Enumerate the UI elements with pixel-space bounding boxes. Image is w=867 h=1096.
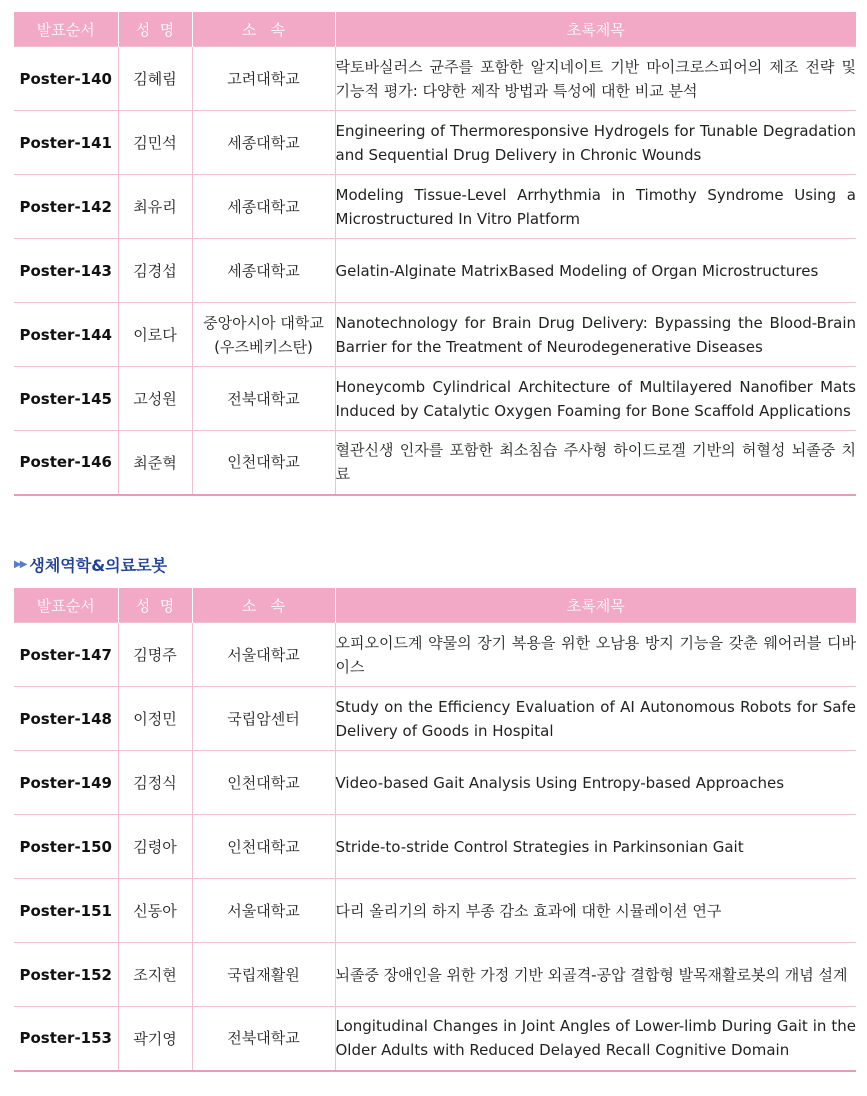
poster-number: Poster-150 (14, 815, 118, 879)
abstract-title: Video-based Gait Analysis Using Entropy-based Approaches (335, 751, 856, 815)
poster-number: Poster-149 (14, 751, 118, 815)
abstract-title: Stride-to-stride Control Strategies in Parkinsonian Gait (335, 815, 856, 879)
poster-number: Poster-142 (14, 175, 118, 239)
table-row (14, 1007, 856, 1071)
abstract-title: Gelatin-Alginate MatrixBased Modeling of Organ Microstructures (335, 239, 856, 303)
presenter-name: 곽기영 (118, 1007, 192, 1071)
header-name: 성 명 (118, 12, 192, 47)
affiliation: 중앙아시아 대학교 (우즈베키스탄) (192, 303, 335, 367)
poster-number: Poster-145 (14, 367, 118, 431)
abstract-title: Honeycomb Cylindrical Architecture of Multilayered Nanofiber Mats Induced by Catalytic Oxygen Foaming for Bone Scaffold Applications (335, 367, 856, 431)
table-row (14, 687, 856, 751)
abstract-title: 다리 올리기의 하지 부종 감소 효과에 대한 시뮬레이션 연구 (335, 879, 856, 943)
table-row (14, 815, 856, 879)
affiliation: 인천대학교 (192, 815, 335, 879)
table-row (14, 303, 856, 367)
header-affiliation: 소 속 (192, 12, 335, 47)
presenter-name: 김령아 (118, 815, 192, 879)
abstract-title: Study on the Efficiency Evaluation of AI Autonomous Robots for Safe Delivery of Goods in Hospital (335, 687, 856, 751)
poster-number: Poster-148 (14, 687, 118, 751)
affiliation: 인천대학교 (192, 751, 335, 815)
presenter-name: 김혜림 (118, 47, 192, 111)
abstract-title: 락토바실러스 균주를 포함한 알지네이트 기반 마이크로스피어의 제조 전략 및 기능적 평가: 다양한 제작 방법과 특성에 대한 비교 분석 (335, 47, 856, 111)
poster-number: Poster-141 (14, 111, 118, 175)
table-row (14, 175, 856, 239)
presenter-name: 이정민 (118, 687, 192, 751)
section-title: 생체역학&의료로봇 (29, 555, 167, 575)
header-order: 발표순서 (14, 588, 118, 623)
abstract-title: 오피오이드계 약물의 장기 복용을 위한 오남용 방지 기능을 갖춘 웨어러블 디바이스 (335, 623, 856, 687)
affiliation: 국립암센터 (192, 687, 335, 751)
abstract-title: Longitudinal Changes in Joint Angles of Lower-limb During Gait in the Older Adults with Reduced Delayed Recall Cognitive Domain (335, 1007, 856, 1071)
poster-number: Poster-153 (14, 1007, 118, 1071)
poster-number: Poster-147 (14, 623, 118, 687)
header-affiliation: 소 속 (192, 588, 335, 623)
affiliation: 전북대학교 (192, 1007, 335, 1071)
header-name: 성 명 (118, 588, 192, 623)
table-row (14, 367, 856, 431)
table-row (14, 879, 856, 943)
poster-number: Poster-151 (14, 879, 118, 943)
table-row (14, 239, 856, 303)
presenter-name: 최유리 (118, 175, 192, 239)
affiliation: 세종대학교 (192, 111, 335, 175)
header-abstract-title: 초록제목 (335, 12, 856, 47)
affiliation: 국립재활원 (192, 943, 335, 1007)
presenter-name: 김민석 (118, 111, 192, 175)
abstract-title: 뇌졸중 장애인을 위한 가정 기반 외골격-공압 결합형 발목재활로봇의 개념 설계 (335, 943, 856, 1007)
double-arrow-icon: ▶▶ (14, 558, 26, 570)
table-header-row (14, 588, 856, 623)
affiliation: 서울대학교 (192, 623, 335, 687)
poster-number: Poster-146 (14, 431, 118, 495)
presenter-name: 고성원 (118, 367, 192, 431)
table-row (14, 943, 856, 1007)
poster-table-1 (14, 12, 856, 496)
presenter-name: 김정식 (118, 751, 192, 815)
presenter-name: 최준혁 (118, 431, 192, 495)
abstract-title: Modeling Tissue-Level Arrhythmia in Timothy Syndrome Using a Microstructured In Vitro Platform (335, 175, 856, 239)
affiliation: 고려대학교 (192, 47, 335, 111)
table-row (14, 751, 856, 815)
poster-table-2 (14, 588, 856, 1072)
header-abstract-title: 초록제목 (335, 588, 856, 623)
abstract-title: 혈관신생 인자를 포함한 최소침습 주사형 하이드로겔 기반의 허혈성 뇌졸중 치료 (335, 431, 856, 495)
affiliation: 서울대학교 (192, 879, 335, 943)
abstract-title: Nanotechnology for Brain Drug Delivery: Bypassing the Blood-Brain Barrier for the Treatment of Neurodegenerative Diseases (335, 303, 856, 367)
poster-number: Poster-144 (14, 303, 118, 367)
abstract-title: Engineering of Thermoresponsive Hydrogels for Tunable Degradation and Sequential Drug Delivery in Chronic Wounds (335, 111, 856, 175)
header-order: 발표순서 (14, 12, 118, 47)
poster-number: Poster-152 (14, 943, 118, 1007)
affiliation: 전북대학교 (192, 367, 335, 431)
table-row (14, 431, 856, 495)
affiliation: 세종대학교 (192, 175, 335, 239)
table-row (14, 47, 856, 111)
presenter-name: 이로다 (118, 303, 192, 367)
poster-number: Poster-140 (14, 47, 118, 111)
affiliation: 인천대학교 (192, 431, 335, 495)
presenter-name: 조지현 (118, 943, 192, 1007)
table-header-row (14, 12, 856, 47)
poster-number: Poster-143 (14, 239, 118, 303)
presenter-name: 김경섭 (118, 239, 192, 303)
affiliation: 세종대학교 (192, 239, 335, 303)
presenter-name: 신동아 (118, 879, 192, 943)
table-row (14, 623, 856, 687)
presenter-name: 김명주 (118, 623, 192, 687)
table-row (14, 111, 856, 175)
section-heading (14, 552, 167, 576)
